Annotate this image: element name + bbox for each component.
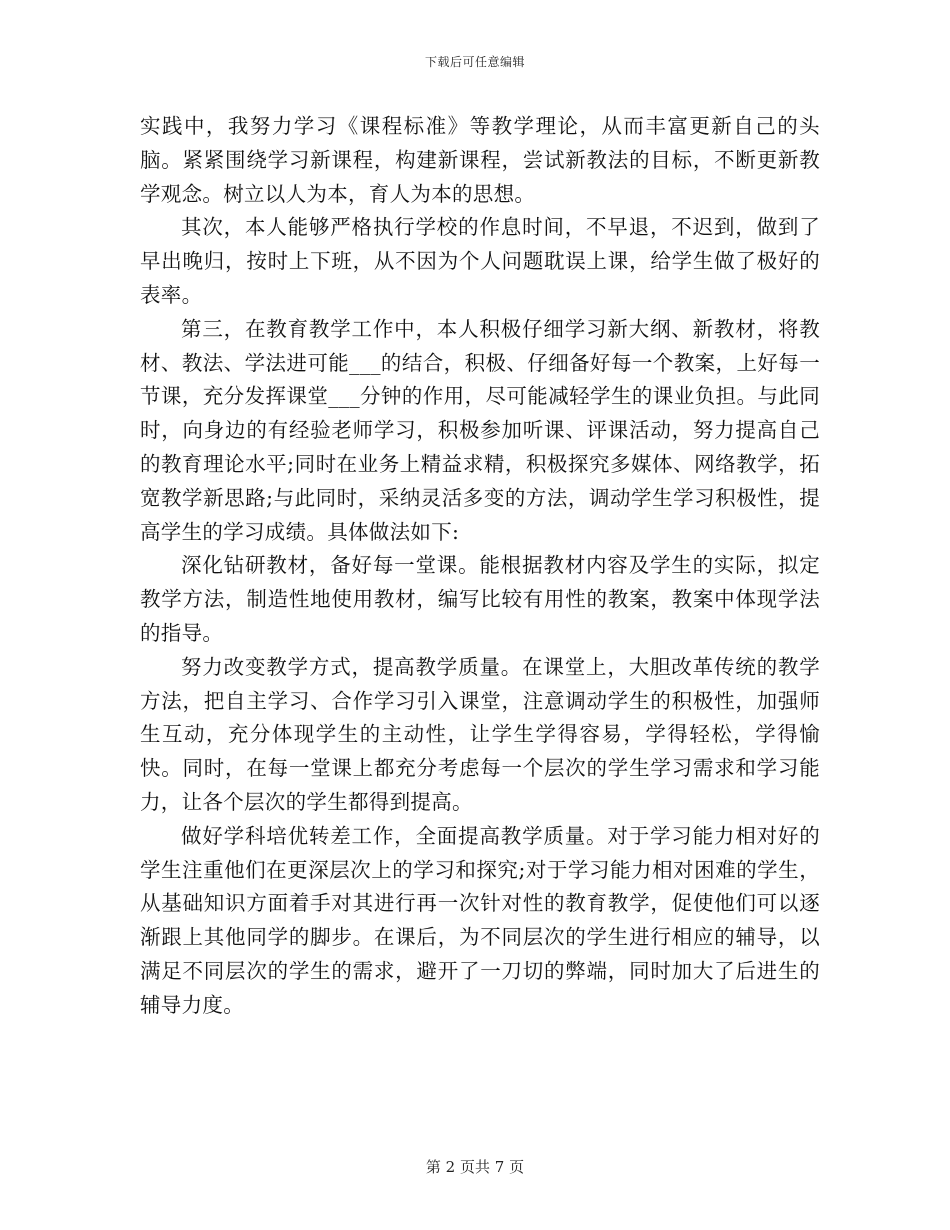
page-header: 下载后可任意编辑 bbox=[424, 55, 525, 69]
paragraph-6: 做好学科培优转差工作，全面提高教学质量。对于学习能力相对好的学生注重他们在更深层次上的学习和探究;对于学习能力相对困难的学生，从基础知识方面着手对其进行再一次针对性的教育教学，促使他们可以逐渐跟上其他同学的脚步。在课后，为不同层次的学生进行相应的辅导，以满足不同层次的学生的需求，避开了一刀切的弊端，同时加大了后进生的辅导力度。 bbox=[140, 823, 820, 1017]
paragraph-2: 其次，本人能够严格执行学校的作息时间，不早退，不迟到，做到了早出晚归，按时上下班，从不因为个人问题耽误上课，给学生做了极好的表率。 bbox=[140, 215, 820, 307]
paragraph-5: 努力改变教学方式，提高教学质量。在课堂上，大胆改革传统的教学方法，把自主学习、合作学习引入课堂，注意调动学生的积极性，加强师生互动，充分体现学生的主动性，让学生学得容易，学得轻松，学得愉快。同时，在每一堂课上都充分考虑每一个层次的学生学习需求和学习能力，让各个层次的学生都得到提高。 bbox=[140, 654, 820, 814]
paragraph-4: 深化钻研教材，备好每一堂课。能根据教材内容及学生的实际，拟定教学方法，制造性地使用教材，编写比较有用性的教案，教案中体现学法的指导。 bbox=[140, 553, 820, 645]
document-body bbox=[140, 110, 820, 1023]
paragraph-3: 第三，在教育教学工作中，本人积极仔细学习新大纲、新教材，将教材、教法、学法进可能___的结合，积极、仔细备好每一个教案，上好每一节课，充分发挥课堂___分钟的作用，尽可能减轻学生的课业负担。与此同时，向身边的有经验老师学习，积极参加听课、评课活动，努力提高自己的教育理论水平;同时在业务上精益求精，积极探究多媒体、网络教学，拓宽教学新思路;与此同时，采纳灵活多变的方法，调动学生学习积极性，提高学生的学习成绩。具体做法如下: bbox=[140, 316, 820, 544]
paragraph-1: 实践中，我努力学习《课程标准》等教学理论，从而丰富更新自己的头脑。紧紧围绕学习新课程，构建新课程，尝试新教法的目标，不断更新教学观念。树立以人为本，育人为本的思想。 bbox=[140, 114, 820, 206]
page-number-footer: 第 2 页共 7 页 bbox=[425, 1158, 525, 1176]
